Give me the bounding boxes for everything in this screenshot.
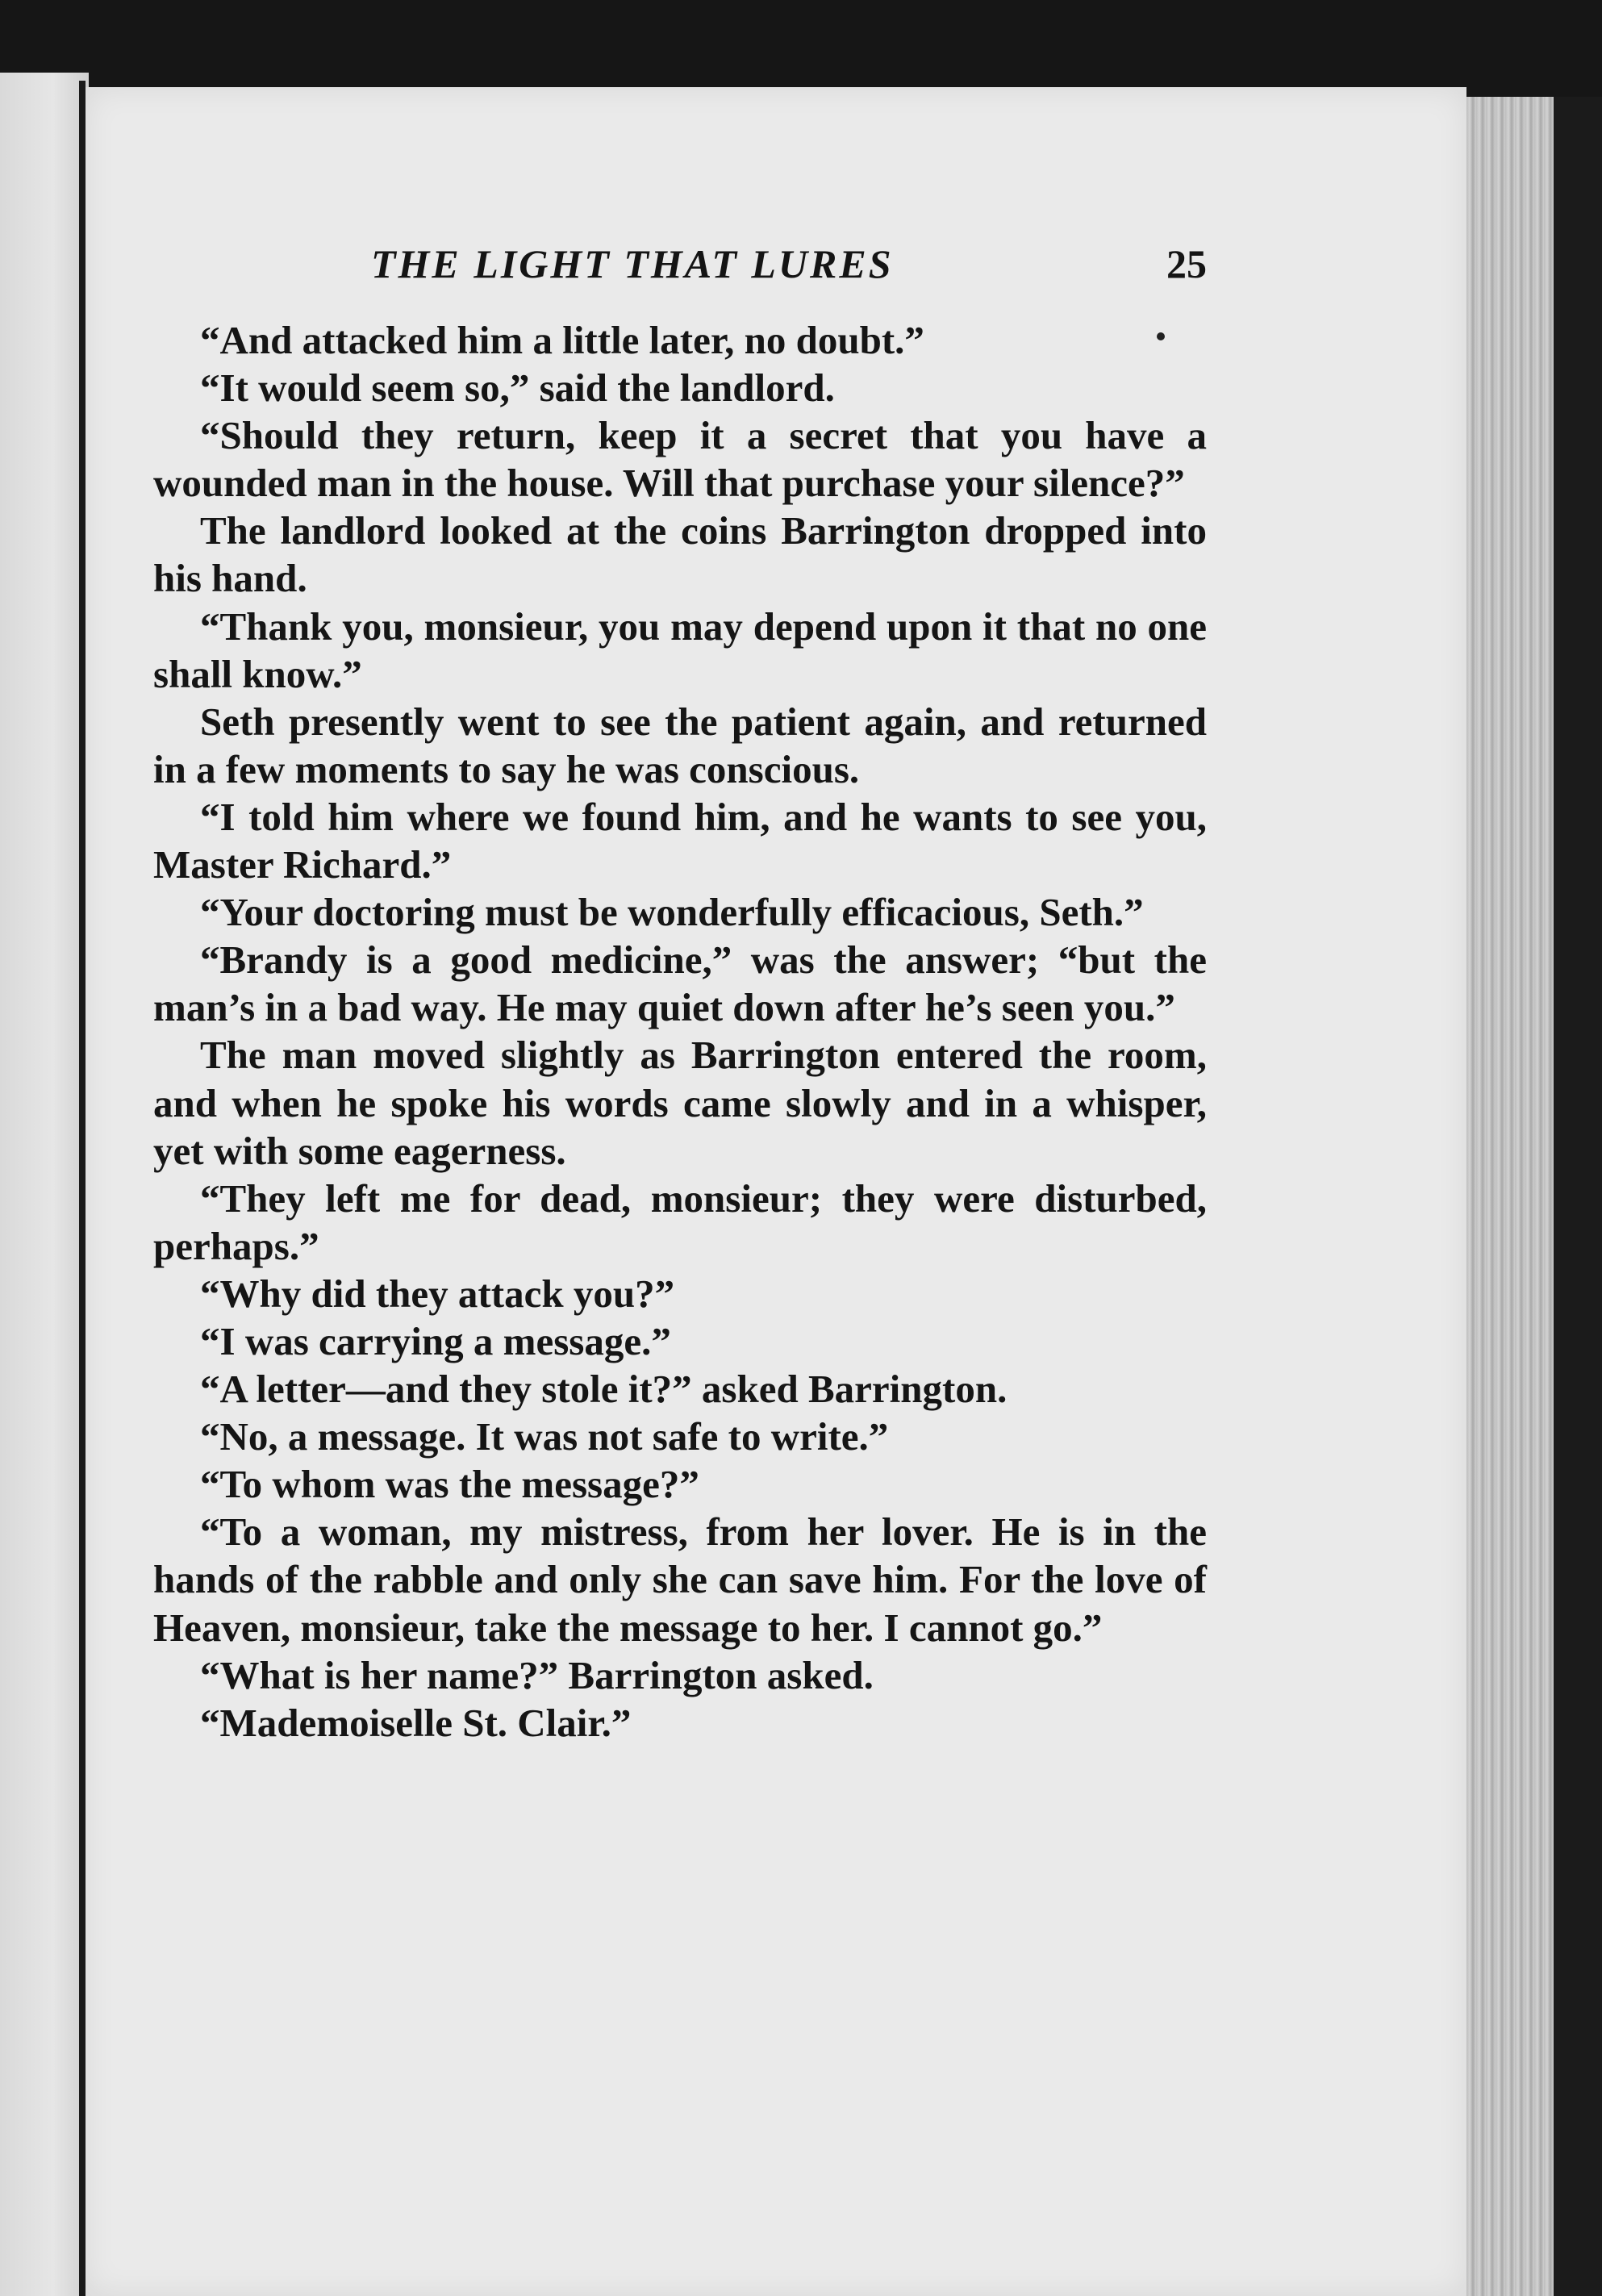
page-stack-edge <box>1466 97 1554 2296</box>
paragraph: “Brandy is a good medicine,” was the answer; “but the man’s in a bad way. He may quiet down after he’s seen you.” <box>153 937 1207 1030</box>
paragraph: “A letter—and they stole it?” asked Barrington. <box>200 1367 1008 1412</box>
paragraph: “I told him where we found him, and he wants to see you, Master Richard.” <box>153 794 1207 887</box>
paragraph: The landlord looked at the coins Barrington dropped into his hand. <box>153 508 1207 601</box>
paragraph: “Thank you, monsieur, you may depend upon it that no one shall know.” <box>153 603 1207 696</box>
paragraph: “No, a message. It was not safe to write.” <box>200 1414 889 1459</box>
page-number: 25 <box>1166 241 1207 286</box>
facing-page-edge <box>0 73 89 2296</box>
paragraph: “I was carrying a message.” <box>200 1318 671 1363</box>
running-head <box>153 240 1207 305</box>
paragraph: “Why did they attack you?” <box>200 1271 675 1316</box>
body-text <box>153 316 1207 1747</box>
paragraph: “What is her name?” Barrington asked. <box>200 1652 874 1697</box>
book-gutter <box>79 81 86 2296</box>
paragraph: “It would seem so,” said the landlord. <box>200 365 835 411</box>
scan-border <box>1554 97 1602 2296</box>
paragraph: “To a woman, my mistress, from her lover. He is in the hands of the rabble and only she can save him. For the love of Heaven, monsieur, take the message to her. I cannot go.” <box>153 1509 1207 1650</box>
paragraph: “They left me for dead, monsieur; they were disturbed, perhaps.” <box>153 1175 1207 1268</box>
paragraph: “Should they return, keep it a secret that you have a wounded man in the house. Will that purchase your silence?” <box>153 413 1207 506</box>
paragraph: “Mademoiselle St. Clair.” <box>200 1700 632 1745</box>
paragraph: The man moved slightly as Barrington entered the room, and when he spoke his words came slowly and in a whisper, yet with some eagerness. <box>153 1033 1207 1173</box>
paragraph: “Your doctoring must be wonderfully efficacious, Seth.” <box>200 890 1144 935</box>
paragraph: Seth presently went to see the patient again, and returned in a few moments to say he was conscious. <box>153 699 1207 791</box>
paragraph: “And attacked him a little later, no doubt.” <box>200 318 924 362</box>
paragraph: “To whom was the message?” <box>200 1462 699 1507</box>
running-title: THE LIGHT THAT LURES <box>371 241 894 286</box>
